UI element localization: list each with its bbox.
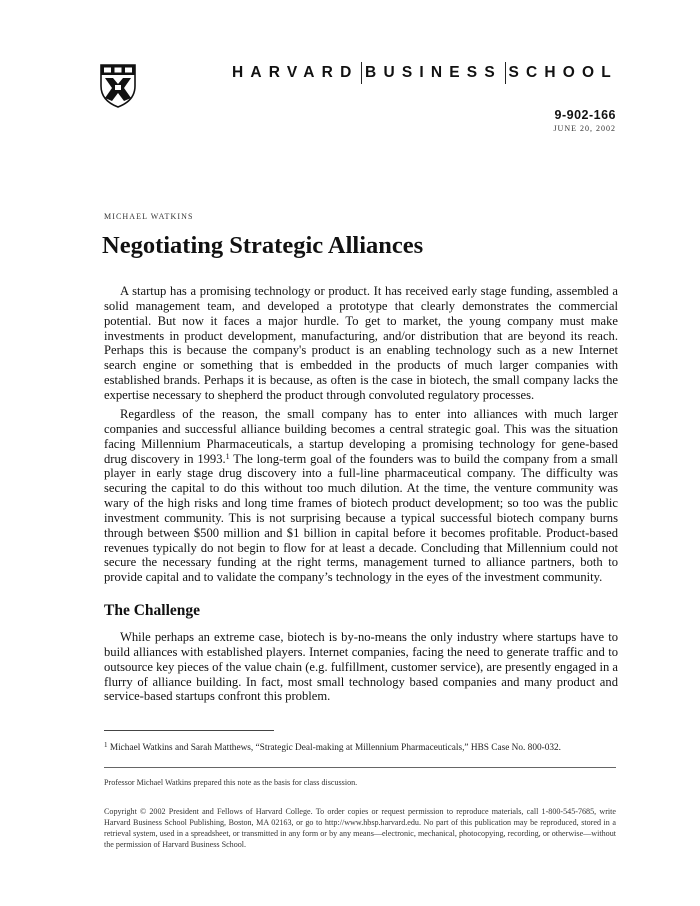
body-paragraph-1	[104, 284, 618, 403]
footnote-divider	[104, 730, 274, 731]
copyright-notice: Copyright © 2002 President and Fellows of Harvard College. To order copies or request permission to reproduce materials, call 1-800-545-7685, write Harvard Business School Publishing, Boston, MA 02163, or go to http://www.hbsp.harvard.edu. No part of this publication may be reproduced, stored in a retrieval system, used in a spreadsheet, or transmitted in any form or by any means—electronic, mechanical, photocopying, recording, or otherwise—without the permission of Harvard Business School.	[104, 807, 616, 849]
document-title: Negotiating Strategic Alliances	[102, 232, 424, 259]
body-paragraph-2	[104, 407, 618, 585]
brand-word-school: SCHOOL	[508, 64, 618, 81]
paragraph-text-part: Regardless of the reason, the small company has to enter into alliances with much larger companies and successful alliance building becomes a central strategic goal. This was the situation facing Millennium Pharmaceuticals, a startup developing a promising technology for gene-based drug discovery in 1993.	[104, 407, 618, 466]
brand-word-harvard: HARVARD	[232, 64, 359, 81]
brand-divider	[505, 62, 506, 84]
body-paragraph-3	[104, 630, 618, 704]
document-date: JUNE 20, 2002	[553, 124, 616, 133]
section-heading: The Challenge	[104, 602, 201, 619]
paragraph-text: While perhaps an extreme case, biotech is by-no-means the only industry where startups have to build alliances with established players. Internet companies, facing the need to generate traffic and to outsource key pieces of the value chain (e.g. fulfillment, customer service), are presently engaged in a flurry of alliance building. In fact, most small technology based companies and many product and service-based startups confront this problem.	[104, 630, 618, 704]
footnote-text: Michael Watkins and Sarah Matthews, “Strategic Deal-making at Millennium Pharmaceuticals,” HBS Case No. 800-032.	[107, 743, 561, 753]
paragraph-text-part: The long-term goal of the founders was to build the company from a small player in early stage drug discovery into a full-line pharmaceutical company. The difficulty was securing the capital to do this without too much dilution. At the time, the venture community was wary of the high risks and long time frames of biotech product development; so too was the public investment community. This is not surprising because a typical successful biotech company burns through between $500 million and $1 billion in capital before it becomes profitable. Product-based revenues typically do not begin to flow for at least a decade. Concluding that Millennium could not secure the necessary funding at the right terms, management turned to alliance partners, both to provide capital and to validate the company’s technology in the eyes of the investment community.	[104, 451, 619, 585]
prepared-note: Professor Michael Watkins prepared this note as the basis for class discussion.	[104, 778, 358, 787]
brand-divider	[361, 62, 362, 84]
footnote	[104, 743, 561, 753]
document-number: 9-902-166	[554, 108, 616, 122]
brand-word-business: BUSINESS	[365, 64, 502, 81]
footnote-marker: 1	[104, 741, 108, 749]
paragraph-text	[104, 407, 618, 585]
school-wordmark	[232, 62, 618, 84]
harvard-shield-icon	[100, 64, 136, 108]
footnote-reference[interactable]: 1	[225, 451, 230, 461]
author-name: MICHAEL WATKINS	[104, 212, 194, 221]
footer-divider	[104, 767, 616, 768]
paragraph-text: A startup has a promising technology or product. It has received early stage funding, assembled a solid management team, and developed a prototype that clearly demonstrates the commercial potential. But now it faces a major hurdle. To get to market, the young company must make investments in product development, manufacturing, and/or distribution that are beyond its reach. Perhaps this is because the company's product is an enabling technology such as a new Internet search engine or something that is embedded in the products of much larger companies with established brands. Perhaps it is because, as often is the case in biotech, the small company lacks the expertise necessary to shepherd the product through convoluted regulatory processes.	[104, 284, 618, 402]
